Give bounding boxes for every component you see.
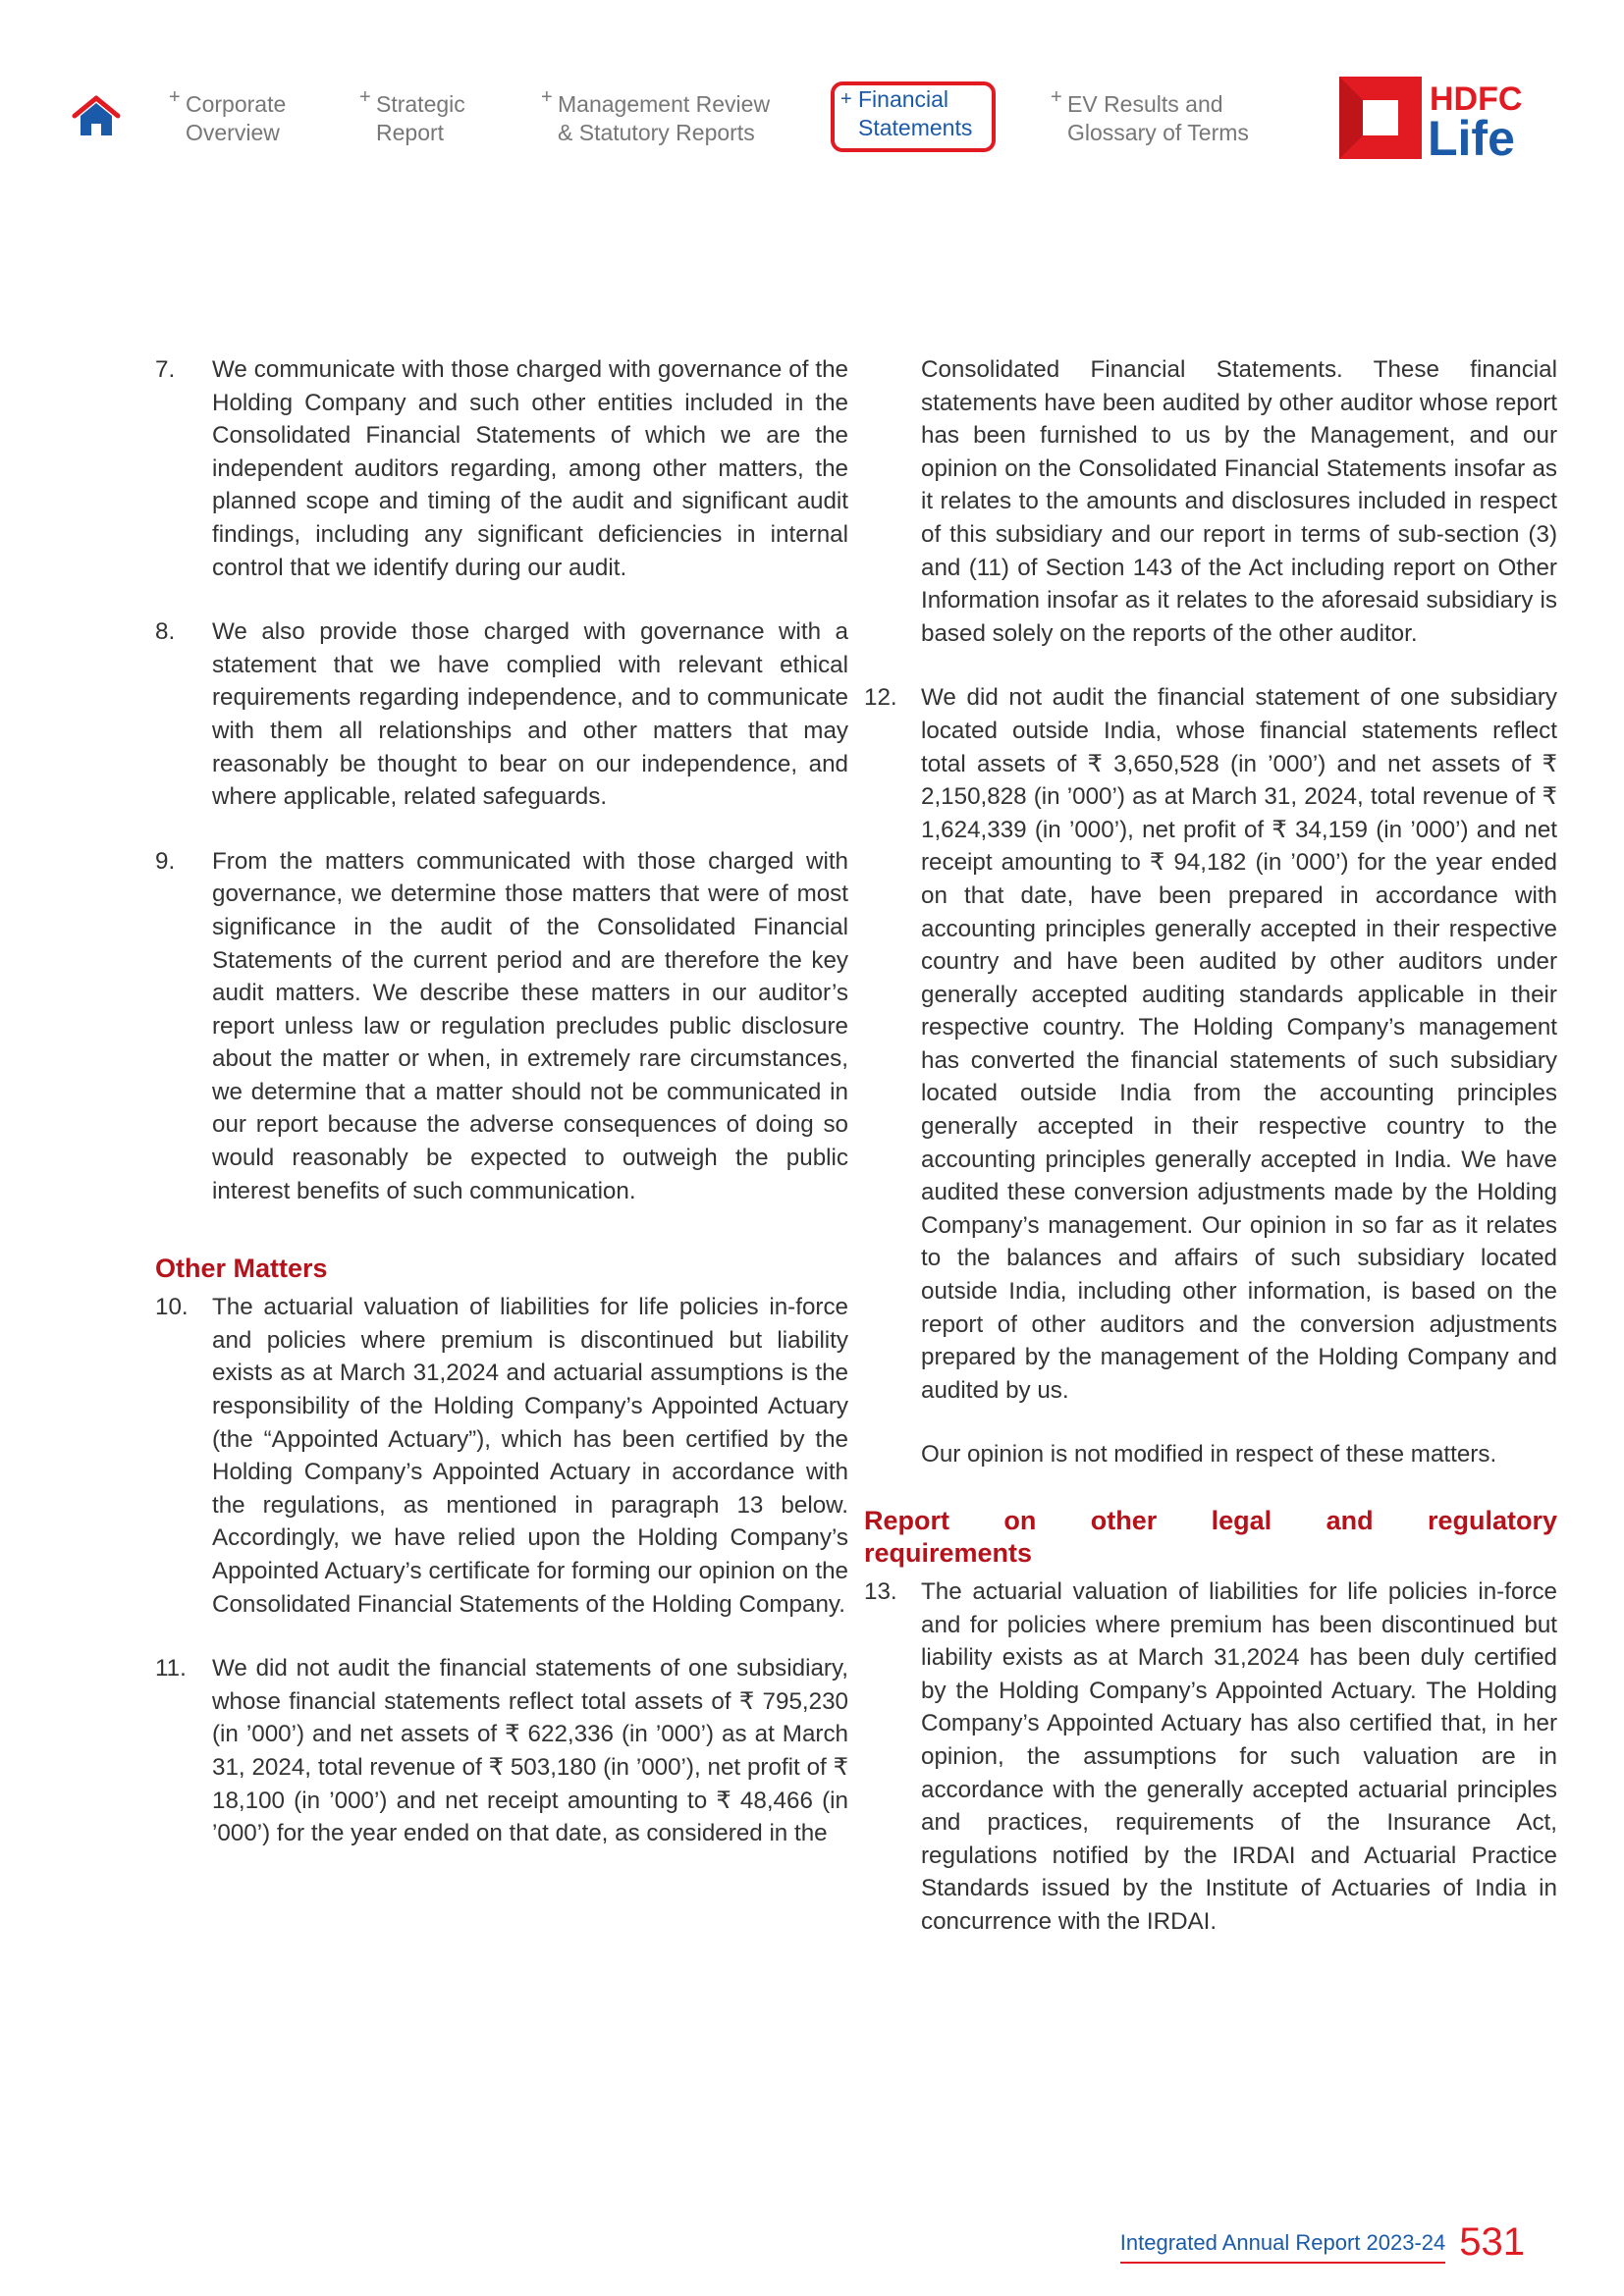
paragraph-text: The actuarial valuation of liabilities for life policies in-force and policies where premium is discontinued but liability exists as at March 31,2024 and actuarial assumptions is the responsibility of the Holding Company’s Appointed Actuary (the “Appointed Actuary”), which has been certified by the Holding Company’s Appointed Actuary in accordance with the regulations, as mentioned in paragraph 13 below. Accordingly, we have relied upon the Holding Company’s Appointed Actuary’s certificate for forming our opinion on the Consolidated Financial Statements of the Holding Company. [212, 1294, 848, 1618]
left-column [155, 353, 848, 1882]
paragraph-text: We also provide those charged with governance with a statement that we have complied with relevant ethical requirements regarding independence, and to communicate with them all relationships and other matters that may reasonably be thought to bear on our independence, and where applicable, related safeguards. [212, 618, 848, 811]
paragraph-text: From the matters communicated with those charged with governance, we determine those matters that were of most significance in the audit of the Consolidated Financial Statements of the current period and are therefore the key audit matters. We describe these matters in our auditor’s report unless law or regulation precludes public disclosure about the matter or when, in extremely rare circumstances, we determine that a matter should not be communicated in our report because the adverse consequences of doing so would reasonably be expected to outweigh the public interest benefits of such communication. [212, 847, 848, 1204]
paragraph-13 [864, 1575, 1557, 1939]
paragraph-number: 8. [155, 618, 176, 646]
paragraph-9 [155, 845, 848, 1208]
paragraph-number: 11. [155, 1655, 187, 1682]
nav-label: & Statutory Reports [558, 120, 755, 145]
nav-label: Financial [858, 86, 949, 112]
nav-financial-statements[interactable] [831, 81, 996, 152]
page-footer [1120, 2220, 1525, 2264]
nav-label: EV Results and [1067, 91, 1223, 117]
paragraph-text: Consolidated Financial Statements. These financial statements have been audited by other auditor whose report has been furnished to us by the Management, and our opinion on the Consolidated Financial Statements insofar as it relates to the amounts and disclosures included in respect of this subsidiary and our report in terms of sub-section (3) and (11) of Section 143 of the Act including report on Other Information insofar as it relates to the aforesaid subsidiary is based solely on the reports of the other auditor. [921, 356, 1557, 647]
paragraph-number: 12. [864, 684, 897, 712]
paragraph-7 [155, 353, 848, 584]
paragraph-8 [155, 615, 848, 814]
report-heading-line2: requirements [864, 1538, 1033, 1568]
plus-icon: + [1051, 86, 1062, 108]
plus-icon: + [169, 86, 181, 108]
paragraph-10 [155, 1291, 848, 1621]
paragraph-number: 9. [155, 847, 176, 875]
hdfc-life-logo [1339, 77, 1526, 159]
paragraph-text: We did not audit the financial statements of one subsidiary, whose financial statements reflect total assets of ₹ 795,230 (in ’000’) and net assets of ₹ 622,336 (in ’000’) as at March 31, 2024, total revenue of ₹ 503,180 (in ’000’), net profit of ₹ 18,100 (in ’000’) and net receipt amounting to ₹ 48,466 (in ’000’) for the year ended on that date, as considered in the [212, 1655, 848, 1847]
paragraph-number: 7. [155, 356, 176, 383]
paragraph-12 [864, 681, 1557, 1407]
paragraph-number: 13. [864, 1578, 897, 1605]
nav-label: Report [376, 120, 445, 145]
paragraph-text: We did not audit the financial statement of one subsidiary located outside India, whose financial statements reflect total assets of ₹ 3,650,528 (in ’000’) and net assets of ₹ 2,150,828 (in ’000’) as at March 31, 2024, total revenue of ₹ 1,624,339 (in ’000’), net profit of ₹ 34,159 (in ’000’) and net receipt amounting to ₹ 94,182 (in ’000’) for the year ended on that date, have been prepared in accordance with accounting principles generally accepted in their respective country and have been audited by other auditors under generally accepted auditing standards applicable in their respective country. The Holding Company’s management has converted the financial statements of such subsidiary located outside India from the accounting principles generally accepted in their respective country to the accounting principles generally accepted in India. We have audited these conversion adjustments made by the Holding Company’s management. Our opinion in so far as it relates to the balances and affairs of such subsidiary located outside India, including other information, is based on the report of other auditors and the conversion adjustments prepared by the management of the Holding Company and audited by us. [921, 684, 1557, 1404]
logo-text-hdfc: HDFC [1430, 80, 1523, 118]
nav-label: Overview [186, 120, 280, 145]
plus-icon: + [359, 86, 371, 108]
page-number: 531 [1459, 2220, 1525, 2264]
paragraph-text: We communicate with those charged with governance of the Holding Company and such other entities included in the Consolidated Financial Statements of which we are the independent auditors regarding, among other matters, the planned scope and timing of the audit and significant audit findings, including any significant deficiencies in internal control that we identify during our audit. [212, 356, 848, 581]
nav-management-review[interactable] [541, 86, 771, 147]
nav-ev-results[interactable] [1051, 86, 1249, 147]
other-matters-heading: Other Matters [155, 1254, 328, 1284]
plus-icon: + [840, 88, 852, 110]
paragraph-number: 10. [155, 1294, 189, 1321]
paragraph-11 [155, 1652, 848, 1850]
logo-text-life: Life [1428, 111, 1515, 159]
paragraph-11-continued [864, 353, 1557, 650]
paragraph-text: Our opinion is not modified in respect of these matters. [921, 1441, 1497, 1468]
nav-label: Management Review [558, 91, 771, 117]
nav-label: Corporate [186, 91, 287, 117]
nav-label: Statements [858, 115, 973, 140]
report-heading-line1: Report on other legal and regulatory [864, 1506, 1557, 1535]
home-icon[interactable] [71, 94, 122, 139]
paragraph-text: The actuarial valuation of liabilities for life policies in-force and for policies where premium has been discontinued but liability exists as at March 31,2024 has been duly certified by the Holding Company’s Appointed Actuary. The Holding Company’s Appointed Actuary has also certified that, in her opinion, the assumptions for such valuation are in accordance with the generally accepted actuarial principles and practices, requirements of the Insurance Act, regulations notified by the IRDAI and Actuarial Practice Standards issued by the Institute of Actuaries of India in concurrence with the IRDAI. [921, 1578, 1557, 1935]
opinion-note [864, 1438, 1557, 1471]
nav-label: Strategic [376, 91, 465, 117]
report-title: Integrated Annual Report 2023-24 [1120, 2230, 1445, 2264]
nav-strategic-report[interactable] [359, 86, 465, 147]
right-column [864, 353, 1557, 1970]
nav-corporate-overview[interactable] [169, 86, 287, 147]
plus-icon: + [541, 86, 553, 108]
nav-label: Glossary of Terms [1067, 120, 1249, 145]
